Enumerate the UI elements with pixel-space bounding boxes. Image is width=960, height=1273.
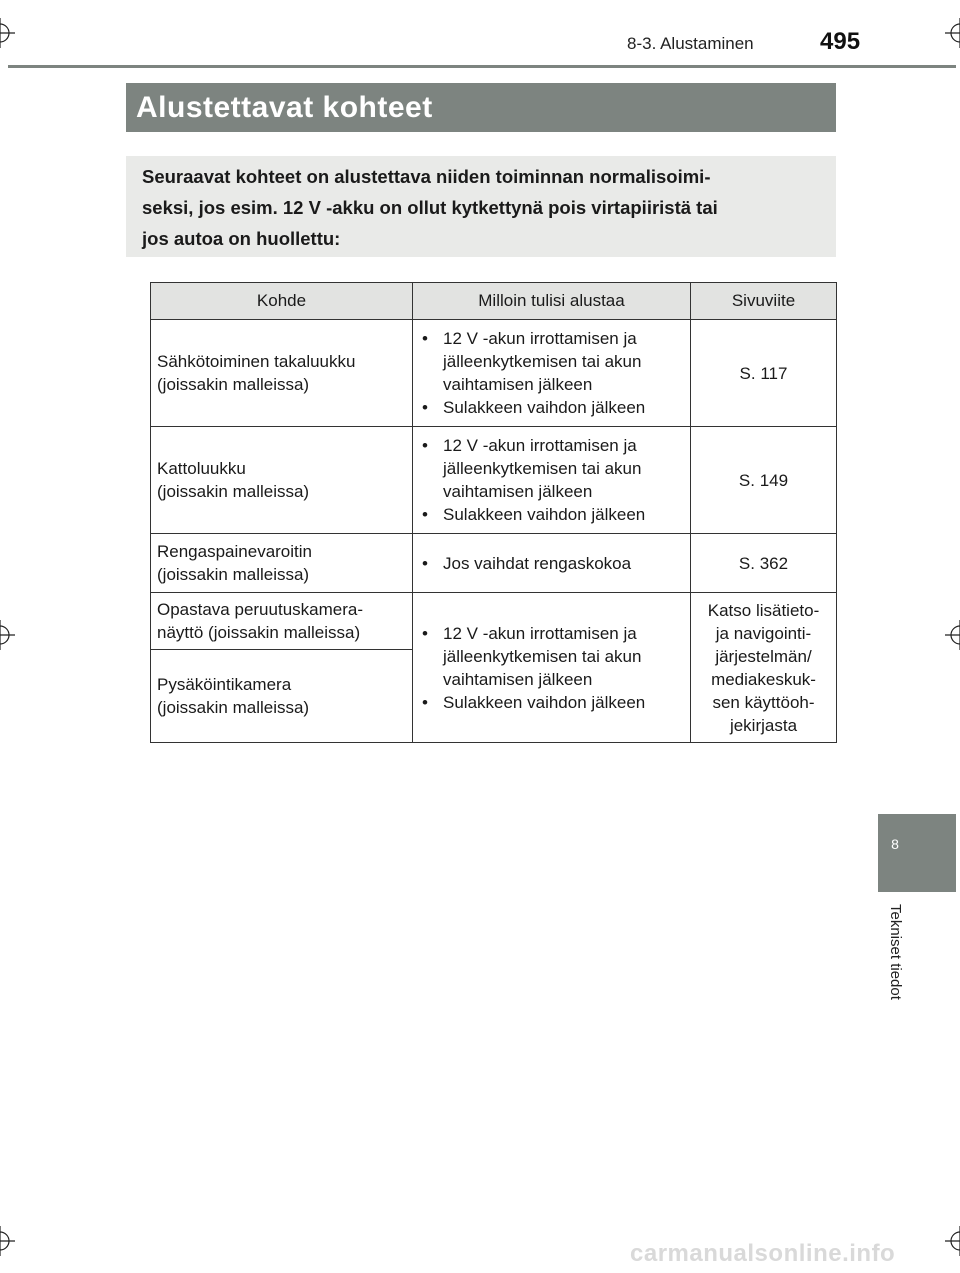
bullet-icon: •	[422, 505, 428, 524]
page-number: 495	[820, 28, 861, 55]
registration-mark-icon	[945, 1226, 960, 1256]
chapter-number: 8	[891, 836, 899, 852]
bullet-icon: •	[422, 436, 428, 455]
item-name-line: Sähkötoiminen takaluukku	[157, 352, 356, 371]
list-item	[419, 552, 678, 575]
bullet-text-line: jälleenkytkemisen tai akun	[443, 352, 642, 371]
bullet-text-line: jälleenkytkemisen tai akun	[443, 459, 642, 478]
bullet-icon: •	[422, 553, 428, 573]
item-name-line: (joissakin malleissa)	[157, 698, 310, 717]
item-name-line: näyttö (joissakin malleissa)	[157, 623, 361, 642]
bullet-icon: •	[422, 692, 428, 712]
header-divider	[8, 65, 956, 68]
list-item	[419, 434, 678, 503]
item-name-line: Pysäköintikamera	[157, 675, 292, 694]
table-row	[151, 593, 837, 650]
bullet-text-line: vaihtamisen jälkeen	[443, 482, 593, 501]
bullet-text-line: Sulakkeen vaihdon jälkeen	[443, 692, 646, 712]
table-row	[151, 534, 837, 593]
item-name-line: (joissakin malleissa)	[157, 375, 310, 394]
bullet-text-line: Sulakkeen vaihdon jälkeen	[443, 505, 646, 524]
intro-line: jos autoa on huollettu:	[142, 228, 341, 249]
page-ref-cell	[691, 320, 837, 427]
page-ref-cell	[691, 427, 837, 534]
bullet-text-line: 12 V -akun irrottamisen ja	[443, 329, 637, 348]
table-row	[151, 427, 837, 534]
watermark: carmanualsonline.info	[630, 1240, 896, 1267]
bullet-text-line: vaihtamisen jälkeen	[443, 669, 593, 689]
bullet-text-line: Jos vaihdat rengaskokoa	[443, 553, 632, 573]
intro-line: seksi, jos esim. 12 V -akku on ollut kytkettynä pois virtapiiristä tai	[142, 197, 718, 218]
intro-box	[126, 156, 836, 257]
item-name-line: Kattoluukku	[157, 459, 246, 478]
list-item	[419, 327, 678, 396]
page-ref-line: jekirjasta	[729, 715, 798, 735]
bullet-text-line: Sulakkeen vaihdon jälkeen	[443, 398, 646, 417]
page-ref-line: mediakeskuk-	[711, 669, 816, 689]
table-row	[151, 320, 837, 427]
page-ref-line: sen käyttöoh-	[712, 692, 815, 712]
bullet-icon: •	[422, 398, 428, 417]
column-header-kohde: Kohde	[151, 283, 413, 320]
registration-mark-icon	[0, 18, 15, 48]
page-ref-line: Katso lisätieto-	[707, 600, 820, 620]
reset-items-table	[150, 282, 837, 743]
registration-mark-icon	[0, 1226, 15, 1256]
when-cell	[413, 534, 691, 593]
bullet-text-line: 12 V -akun irrottamisen ja	[443, 623, 637, 643]
item-name-cell	[151, 534, 413, 593]
item-name-line: Rengaspainevaroitin	[157, 542, 312, 561]
page-ref-cell	[691, 593, 837, 743]
bullet-icon: •	[422, 623, 428, 643]
column-header-milloin: Milloin tulisi alustaa	[413, 283, 691, 320]
chapter-tab	[878, 814, 956, 892]
table-header-row	[151, 283, 837, 320]
when-cell	[413, 320, 691, 427]
item-name-cell	[151, 650, 413, 743]
list-item	[419, 691, 678, 714]
section-heading: 8-3. Alustaminen	[627, 34, 754, 53]
bullet-text-line: 12 V -akun irrottamisen ja	[443, 436, 637, 455]
when-cell	[413, 593, 691, 743]
intro-line: Seuraavat kohteet on alustettava niiden toiminnan normalisoimi-	[142, 166, 711, 187]
page-ref-line: S. 362	[738, 553, 789, 573]
page-ref-line: järjestelmän/	[715, 646, 812, 666]
registration-mark-icon	[0, 620, 15, 650]
item-name-line: (joissakin malleissa)	[157, 482, 310, 501]
page-ref-line: ja navigointi-	[715, 623, 812, 643]
registration-mark-icon	[945, 620, 960, 650]
item-name-line: (joissakin malleissa)	[157, 565, 310, 584]
bullet-text-line: vaihtamisen jälkeen	[443, 375, 593, 394]
item-name-cell	[151, 427, 413, 534]
page-ref-line: S. 117	[739, 363, 788, 383]
item-name-line: Opastava peruutuskamera-	[157, 600, 363, 619]
list-item	[419, 503, 678, 526]
item-name-cell	[151, 593, 413, 650]
page-title: Alustettavat kohteet	[126, 83, 836, 132]
registration-mark-icon	[945, 18, 960, 48]
column-header-sivuviite: Sivuviite	[691, 283, 837, 320]
when-cell	[413, 427, 691, 534]
list-item	[419, 396, 678, 419]
page-ref-line: S. 149	[738, 470, 789, 490]
list-item	[419, 622, 678, 691]
item-name-cell	[151, 320, 413, 427]
bullet-text-line: jälleenkytkemisen tai akun	[443, 646, 642, 666]
chapter-label: Tekniset tiedot	[887, 904, 904, 1000]
page-ref-cell	[691, 534, 837, 593]
bullet-icon: •	[422, 329, 428, 348]
